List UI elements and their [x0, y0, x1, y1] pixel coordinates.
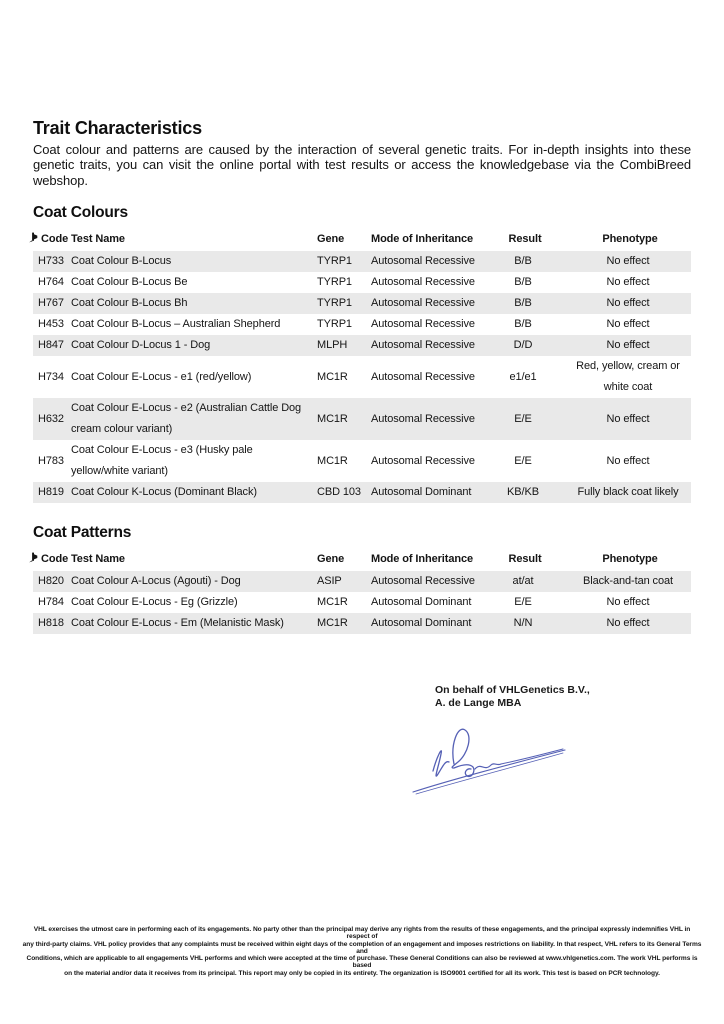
cell-phenotype: No effect: [606, 617, 650, 630]
cell-test-name: Coat Colour B-Locus Be: [71, 276, 188, 289]
legal-footer: [22, 926, 702, 977]
table-row: [33, 482, 691, 503]
page-title: Trait Characteristics: [33, 118, 202, 138]
table-row: [33, 293, 691, 314]
cell-code: H847: [38, 339, 64, 352]
cell-code: H818: [38, 617, 64, 630]
pushpin-icon: [29, 232, 38, 246]
cell-mode-of-inheritance: Autosomal Recessive: [371, 454, 475, 467]
cell-mode-of-inheritance: Autosomal Recessive: [371, 339, 475, 352]
table-header-row: [33, 550, 691, 571]
col-header-gene: [317, 230, 371, 251]
footer-line: on the material and/or data it receives from its principal. This report may only be copied in its entirety. The organization is ISO9001 certified for all its work. This test is based on PCR technology.: [64, 969, 660, 977]
signature-on-behalf: On behalf of VHLGenetics B.V.,: [435, 684, 590, 696]
pushpin-icon: [29, 552, 38, 566]
cell-result: at/at: [512, 575, 534, 588]
cell-test-name: Coat Colour E-Locus - Em (Melanistic Mask): [71, 617, 284, 630]
col-header-phenotype: [569, 230, 691, 251]
cell-result: E/E: [514, 454, 532, 467]
footer-line: any third-party claims. VHL policy provides that any complaints must be received within eight days of the completion of an engagement and imposes restrictions on liability. In that respect, VHL refers to its General Terms and: [22, 940, 702, 955]
cell-phenotype: No effect: [606, 339, 650, 352]
cell-result: N/N: [513, 617, 533, 630]
cell-mode-of-inheritance: Autosomal Recessive: [371, 412, 475, 425]
cell-gene: MC1R: [317, 596, 348, 609]
cell-code: H767: [38, 297, 64, 310]
cell-mode-of-inheritance: Autosomal Dominant: [371, 617, 472, 630]
cell-result: E/E: [514, 596, 532, 609]
cell-test-name: Coat Colour A-Locus (Agouti) - Dog: [71, 575, 241, 588]
col-header-gene: [317, 550, 371, 571]
cell-result: E/E: [514, 412, 532, 425]
col-header-result: [481, 550, 569, 571]
col-header-result: [481, 230, 569, 251]
cell-mode-of-inheritance: Autosomal Recessive: [371, 370, 475, 383]
cell-test-name: Coat Colour E-Locus - Eg (Grizzle): [71, 596, 238, 609]
cell-code: H784: [38, 596, 64, 609]
col-header-label: Code: [41, 233, 69, 246]
cell-result: KB/KB: [507, 486, 539, 499]
col-header-test-name: [71, 550, 317, 571]
cell-result: B/B: [514, 276, 532, 289]
col-header-label: Phenotype: [602, 553, 658, 566]
table-row: [33, 356, 691, 398]
cell-test-name: Coat Colour D-Locus 1 - Dog: [71, 339, 211, 352]
table-row: [33, 613, 691, 634]
col-header-label: Code: [41, 553, 69, 566]
col-header-code: [33, 550, 71, 571]
col-header-label: Test Name: [71, 553, 125, 566]
table-row: [33, 440, 691, 482]
cell-test-name: Coat Colour B-Locus: [71, 255, 172, 268]
table-header-row: [33, 230, 691, 251]
cell-code: H764: [38, 276, 64, 289]
cell-phenotype: No effect: [606, 297, 650, 310]
cell-gene: TYRP1: [317, 297, 352, 310]
cell-gene: MC1R: [317, 617, 348, 630]
cell-result: D/D: [513, 339, 533, 352]
cell-mode-of-inheritance: Autosomal Recessive: [371, 575, 475, 588]
coat-patterns-table: [33, 550, 691, 634]
intro-paragraph: Coat colour and patterns are caused by the interaction of several genetic traits. For in-depth insights into these genetic traits, you can visit the online portal with test results or access the knowledgebase via the CombiBreed webshop.: [33, 142, 691, 188]
cell-test-name: Coat Colour B-Locus Bh: [71, 297, 188, 310]
cell-gene: TYRP1: [317, 276, 352, 289]
col-header-mode-of-inheritance: [371, 550, 481, 571]
col-header-test-name: [71, 230, 317, 251]
cell-phenotype: Fully black coat likely: [577, 486, 679, 499]
col-header-label: Result: [508, 553, 542, 566]
cell-phenotype: No effect: [606, 276, 650, 289]
cell-test-name: Coat Colour K-Locus (Dominant Black): [71, 486, 257, 499]
col-header-label: Mode of Inheritance: [371, 233, 473, 246]
section-title-coat-patterns: Coat Patterns: [33, 524, 132, 542]
col-header-label: Result: [508, 233, 542, 246]
table-row: [33, 335, 691, 356]
table-row: [33, 314, 691, 335]
cell-code: H453: [38, 318, 64, 331]
col-header-mode-of-inheritance: [371, 230, 481, 251]
cell-test-name: Coat Colour B-Locus – Australian Shepherd: [71, 318, 281, 331]
cell-gene: CBD 103: [317, 486, 361, 499]
cell-code: H632: [38, 412, 64, 425]
cell-gene: MLPH: [317, 339, 348, 352]
signature-signee: A. de Lange MBA: [435, 696, 522, 709]
cell-result: B/B: [514, 318, 532, 331]
table-row: [33, 272, 691, 293]
section-title-coat-colours: Coat Colours: [33, 204, 128, 222]
cell-phenotype: Red, yellow, cream or white coat: [576, 360, 680, 394]
col-header-label: Phenotype: [602, 233, 658, 246]
col-header-label: Mode of Inheritance: [371, 553, 473, 566]
table-row: [33, 251, 691, 272]
cell-code: H734: [38, 370, 64, 383]
footer-line: Conditions, which are applicable to all engagements VHL performs and which were accepted at the time of purchase. These General Conditions can also be reviewed at www.vhlgenetics.com. The work VHL performs is based: [26, 955, 698, 970]
cell-gene: MC1R: [317, 370, 348, 383]
cell-test-name: Coat Colour E-Locus - e1 (red/yellow): [71, 370, 252, 383]
signature-block: [435, 684, 590, 709]
cell-result: B/B: [514, 297, 532, 310]
cell-result: B/B: [514, 255, 532, 268]
coat-colours-table: [33, 230, 691, 503]
cell-phenotype: No effect: [606, 454, 650, 467]
cell-gene: TYRP1: [317, 255, 352, 268]
col-header-code: [33, 230, 71, 251]
cell-code: H820: [38, 575, 64, 588]
col-header-phenotype: [569, 550, 691, 571]
footer-line: VHL exercises the utmost care in performing each of its engagements. No party other than the principal may derive any rights from the results of these engagements, and the principal expressly indemnifies VHL in respect of: [33, 926, 691, 941]
cell-phenotype: No effect: [606, 255, 650, 268]
cell-mode-of-inheritance: Autosomal Dominant: [371, 486, 472, 499]
report-content: [33, 118, 691, 634]
cell-code: H819: [38, 486, 64, 499]
cell-test-name: Coat Colour E-Locus - e3 (Husky pale yellow/white variant): [71, 444, 253, 478]
handwritten-signature: [405, 716, 580, 801]
cell-phenotype: No effect: [606, 596, 650, 609]
cell-code: H783: [38, 454, 64, 467]
cell-test-name: Coat Colour E-Locus - e2 (Australian Cattle Dog cream colour variant): [71, 402, 302, 436]
cell-result: e1/e1: [509, 370, 537, 383]
cell-mode-of-inheritance: Autosomal Recessive: [371, 255, 475, 268]
table-row: [33, 398, 691, 440]
cell-phenotype: No effect: [606, 412, 650, 425]
cell-code: H733: [38, 255, 64, 268]
col-header-label: Test Name: [71, 233, 125, 246]
cell-mode-of-inheritance: Autosomal Recessive: [371, 297, 475, 310]
cell-gene: MC1R: [317, 454, 348, 467]
cell-mode-of-inheritance: Autosomal Dominant: [371, 596, 472, 609]
cell-phenotype: Black-and-tan coat: [583, 575, 673, 588]
col-header-label: Gene: [317, 233, 345, 246]
cell-gene: MC1R: [317, 412, 348, 425]
cell-phenotype: No effect: [606, 318, 650, 331]
table-row: [33, 592, 691, 613]
cell-gene: TYRP1: [317, 318, 352, 331]
table-row: [33, 571, 691, 592]
cell-mode-of-inheritance: Autosomal Recessive: [371, 276, 475, 289]
cell-gene: ASIP: [317, 575, 342, 588]
col-header-label: Gene: [317, 553, 345, 566]
cell-mode-of-inheritance: Autosomal Recessive: [371, 318, 475, 331]
